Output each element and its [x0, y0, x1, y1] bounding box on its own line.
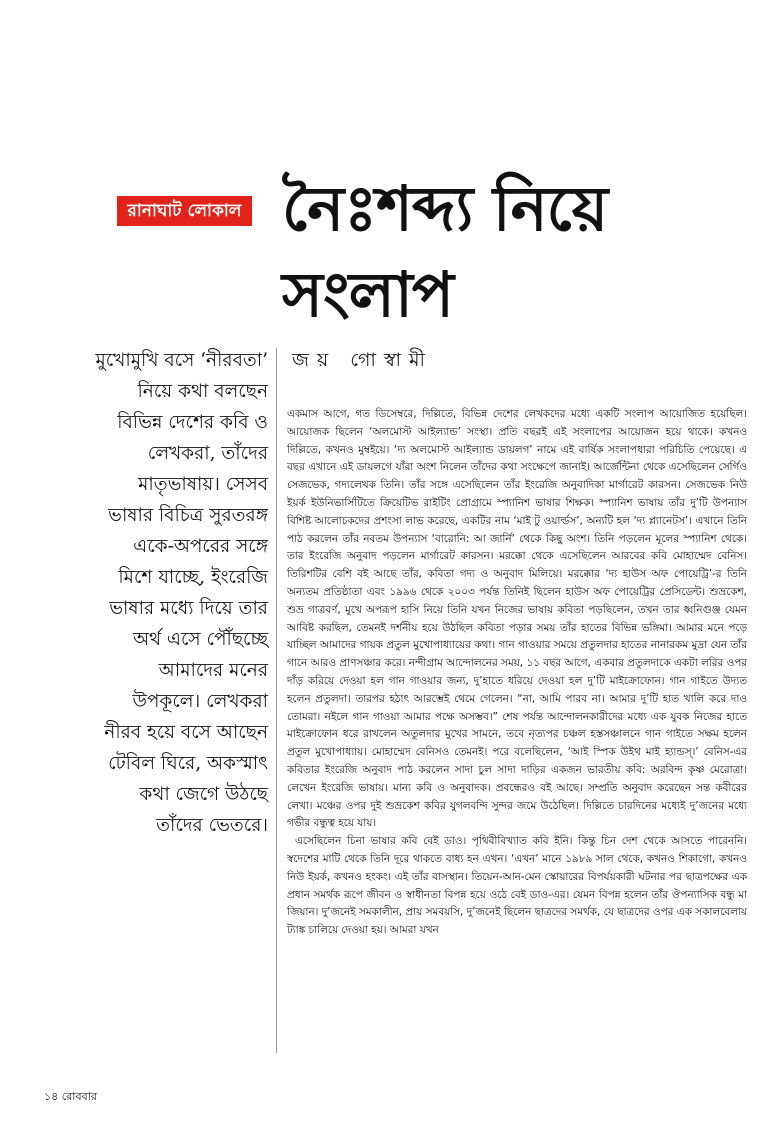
pull-quote-line: একে-অপরের সঙ্গে [133, 536, 268, 557]
headline [282, 166, 752, 338]
pull-quote-line: নীরব হয়ে বসে আছেন [104, 722, 268, 743]
pull-quote-line: ভাষার বিচিত্র সুরতরঙ্গ [108, 505, 268, 526]
headline-line-1: নৈঃশব্দ্য নিয়ে [282, 172, 608, 245]
article-paragraph: এসেছিলেন চিনা ভাষার কবি বেই ডাও। পৃথিবীবিখ্যাত কবি ইনি। কিন্তু চিন দেশ থেকে আসতে পারেননি। স্বদেশের মাটি থেকে তিনি দূরে থাকতে বাধ্য হন এখন। ‘এখন’ মানে ১৯৮৯ সাল থেকে, কখনও শিকাগো, কখনও নিউ ইয়র্ক, কখনও হংকং। এই তাঁর বাসস্থান। তিয়েন-আন-মেন স্কোয়ারের বিপর্যয়কারী ঘটনার পর ছাত্রপক্ষের এক প্রধান সমর্থক রূপে জীবন ও স্বাধীনতা বিপন্ন হয়ে ওঠে বেই ডাও-এর। যেমন বিপন্ন হলেন তাঁর ঔপন্যাসিক বন্ধু মা জিয়ান। দু’জনেই সমকালীন, প্রায় সমবয়সি, দু’জনেই ছিলেন ছাত্রদের সমর্থক, যে ছাত্রদের ওপর এক সকালবেলায় ট্যাঙ্ক চালিয়ে দেওয়া হয়। আমরা যখন [287, 835, 747, 937]
pull-quote-line: টেবিল ঘিরে, অকস্মাৎ [108, 753, 268, 774]
pull-quote [56, 345, 268, 841]
pull-quote-line: তাঁদের ভেতরে। [156, 815, 268, 836]
article-paragraph: একমাস আগে, গত ডিসেম্বরে, দিল্লিতে, বিভিন্ন দেশের লেখকদের মধ্যে একটি সংলাপ আয়োজিত হয়েছিল। আয়োজক ছিলেন ‘অলমোস্ট আইল্যান্ড’ সংস্থা। প্রতি বছরই এই সংলাপের আয়োজন হয়ে থাকে। কখনও দিল্লিতে, কখনও মুম্বইয়ে। ‘দ্য অলমোস্ট আইল্যান্ড ডায়লগ’ নামে এই বার্ষিক সংলাপধারা পরিচিতি পেয়েছে। এ বছর এখানে এই ডায়লগে যাঁরা অংশ নিলেন তাঁদের কথা সংক্ষেপে জানাই। আর্জেন্টিনা থেকে এসেছিলেন সের্গিও সেজভেক, গদ্যলেখক তিনি। তাঁর সঙ্গে এসেছিলেন তাঁর ইংরেজি অনুবাদিকা মার্গারেট কারসন। সেজভেক নিউ ইয়র্ক ইউনিভার্সিটিতে ক্রিয়েটিভ রাইটিং প্রোগ্রামে স্প্যানিশ ভাষার শিক্ষক। স্প্যানিশ ভাষায় তাঁর দু’টি উপন্যাস বিশিষ্ট আলোচকদের প্রশংসা লাভ করেছে, একটির নাম ‘মাই টু ওয়ার্ল্ডস’, অন্যটি হল ‘দ্য প্ল্যানেটস’। এখানে তিনি পাঠ করলেন তাঁর নবতম উপন্যাস ‘বারোনি: আ জার্নি’ থেকে কিছু অংশ। তিনি পড়লেন মূলের স্প্যানিশ থেকে। তার ইংরেজি অনুবাদ পড়লেন মার্গারেট কারসন। মরক্কো থেকে এসেছিলেন আরবের কবি মোহাম্মেদ বেনিস। তিরিশটির বেশি বই আছে তাঁর, কবিতা গদ্য ও অনুবাদ মিলিয়ে। মরক্কোর ‘দ্য হাউস অফ পোয়েট্রি’-র তিনি অন্যতম প্রতিষ্ঠাতা এবং ১৯৯৬ থেকে ২০০৩ পর্যন্ত তিনিই ছিলেন হাউস অফ পোয়েট্রির প্রেসিডেন্ট। শুভ্রকেশ, শুভ্র গাত্রবর্ণ, মুখে অপরূপ হাসি নিয়ে তিনি যখন নিজের ভাষায় কবিতা পড়ছিলেন, তখন তার ধ্বনিগুঞ্জ যেমন আবিষ্ট করছিল, তেমনই দর্শনীয় হয়ে উঠছিল কবিতা পড়ার সময় তাঁর হাতের বিভিন্ন ভঙ্গিমা। আমার মনে পড়ে যাচ্ছিল আমাদের গায়ক প্রতুল মুখোপাধ্যায়ের কথা। গান গাওয়ার সময়ে প্রতুলদার হাতের নানারকম মুদ্রা যেন তাঁর গানে আরও প্রাণসঞ্চার করে। নন্দীগ্রাম আন্দোলনের সময়, ১১ বছর আগে, একবার প্রতুলদাকে একটা লরির ওপর দাঁড় করিয়ে দেওয়া হল গান গাওয়ার জন্য, দু’হাতে ধরিয়ে দেওয়া হল দু’টি মাইক্রোফোন। গান গাইতে উদ্যত হলেন প্রতুলদা। তারপর হঠাৎ আরম্ভেই থেমে গেলেন। “না, আমি পারব না। আমার দু’টি হাত খালি করে দাও তোমরা। নইলে গান গাওয়া আমার পক্ষে অসম্ভব।” শেষ পর্যন্ত আন্দোলনকারীদের মধ্যে এক যুবক নিজের হাতে মাইক্রোফোন ধরে রাখলেন অতুলদার মুখের সামনে, তবে নৃত্যপর চঞ্চল হস্তসঞ্চালনে গান গাইতে সক্ষম হলেন প্রতুল মুখোপাধ্যায়। মোহাম্মেদ বেনিসও তেমনই। পরে বলেছিলেন, ‘আই স্পিক উইথ মাই হ্যান্ডস্।’ বেনিস-এর কবিতার ইংরেজি অনুবাদ পাঠ করলেন সাদা চুল সাদা দাড়ির একজন ভারতীয় কবি: অরবিন্দ কৃষ্ণ মেরোত্রা। লেখেন ইংরেজি ভাষায়। মান্য কবি ও অনুবাদক। প্রবন্ধেরও বই আছে। সম্প্রতি অনুবাদ করেছেন সন্ত কবীরের লেখা। মঞ্চের ওপর দুই শুভ্রকেশ কবির যুগলবন্দি সুন্দর জমে উঠেছিল। দিল্লিতে চারদিনের মধ্যেই দু’জনের মধ্যে গভীর বন্ধুত্ব হয়ে যায়। [287, 408, 747, 830]
pull-quote-line: মুখোমুখি বসে ‘নীরবতা’ [95, 350, 268, 371]
pull-quote-line: বিভিন্ন দেশের কবি ও [117, 412, 268, 433]
section-tag: রানাঘাট লোকাল [117, 196, 252, 226]
pull-quote-line: আমাদের মনের [158, 660, 268, 681]
pull-quote-line: লেখকরা, তাঁদের [147, 443, 268, 464]
pull-quote-line: ভাষার মধ্যে দিয়ে তার [109, 598, 268, 619]
pull-quote-line: অর্থ এসে পৌঁছচ্ছে [132, 629, 268, 650]
pull-quote-line: উপকূলে। লেখকরা [132, 691, 268, 712]
headline-line-2: সংলাপ [282, 258, 453, 331]
pull-quote-line: নিয়ে কথা বলছেন [137, 381, 268, 402]
byline: জয় গোস্বামী [292, 349, 433, 371]
page-folio: ১৪ রোববার [44, 1090, 97, 1103]
pull-quote-line: মিশে যাচ্ছে, ইংরেজি [118, 567, 268, 588]
pull-quote-line: মাতৃভাষায়। সেসব [138, 474, 268, 495]
pull-quote-line: কথা জেগে উঠছে [139, 784, 268, 805]
column-divider [276, 348, 277, 1053]
article-body [287, 406, 747, 940]
